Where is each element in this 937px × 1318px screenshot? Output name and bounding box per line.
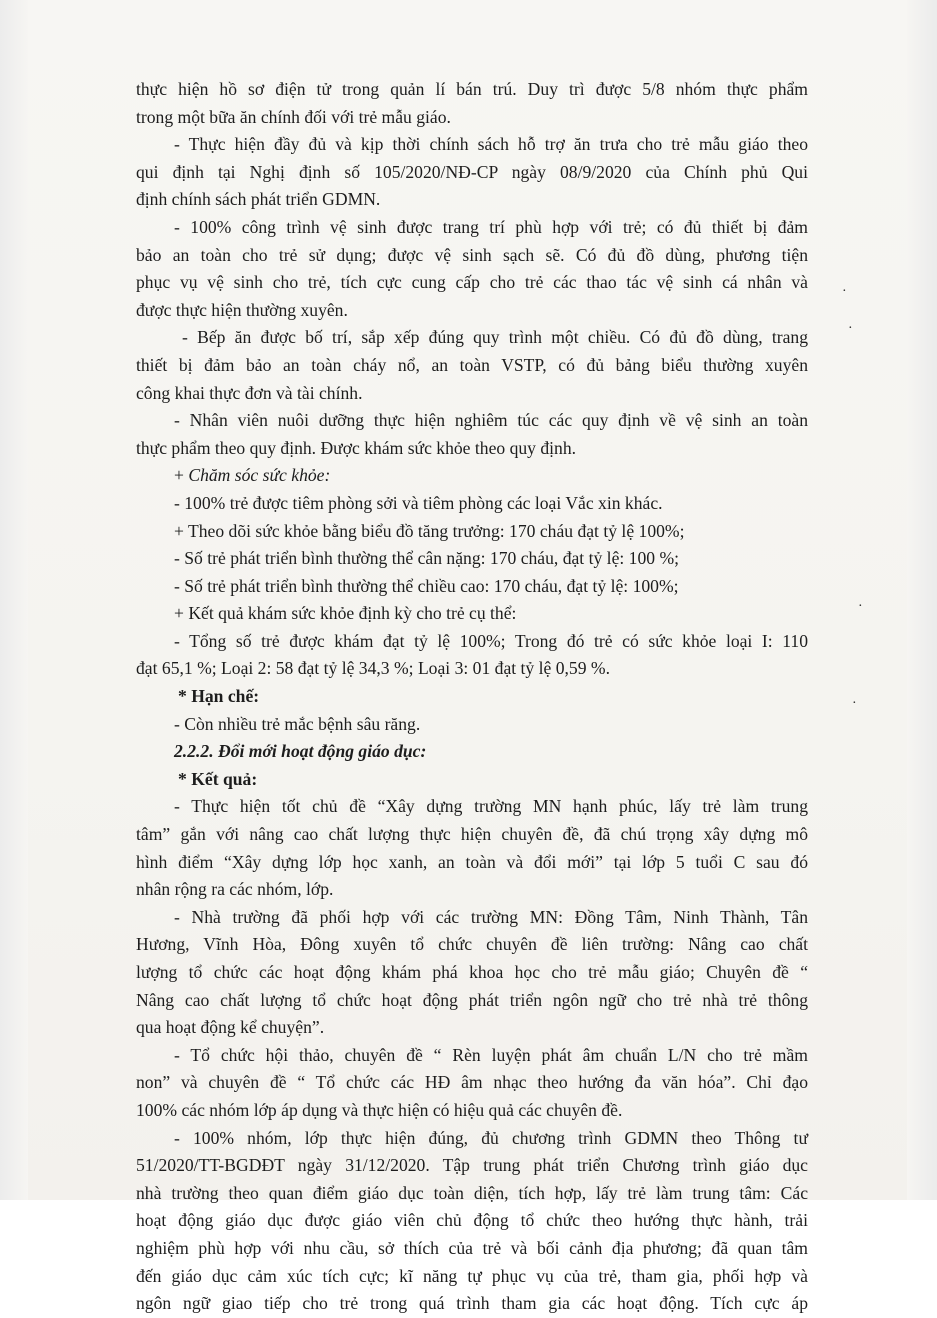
line-text: - 100% công trình vệ sinh được trang trí phù hợp với trẻ; có đủ thiết bị đảm [174,216,808,237]
line-text: - Số trẻ phát triển bình thường thể cân nặng: 170 cháu, đạt tỷ lệ: 100 %; [174,548,679,569]
line-text: - 100% nhóm, lớp thực hiện đúng, đủ chương trình GDMN theo Thông tư [174,1127,808,1148]
line-text: lượng tổ chức các hoạt động khám phá khoa học cho trẻ mẫu giáo; Chuyên đề “ [136,962,808,982]
line-text: - Nhà trường đã phối hợp với các trường MN: Đồng Tâm, Ninh Thành, Tân [174,906,808,927]
line-text: 2.2.2. Đổi mới hoạt động giáo dục: [174,741,427,762]
document-line [136,407,808,435]
line-text: + Theo dõi sức khỏe bằng biểu đồ tăng trưởng: 170 cháu đạt tỷ lệ 100%; [174,520,685,541]
line-text: hình điểm “Xây dựng lớp học xanh, an toàn và đổi mới” tại lớp 5 tuổi C sau đó [136,851,808,872]
document-line [136,987,808,1015]
document-line [136,931,808,959]
line-text: nghiệm phù hợp với nhu cầu, sở thích của trẻ và bối cảnh địa phương; đã quan tâm [136,1237,808,1258]
document-line [136,1207,808,1235]
document-line [136,1263,808,1291]
document-line [136,738,808,766]
line-text: được thực hiện thường xuyên. [136,299,348,320]
line-text: nhân rộng ra các nhóm, lớp. [136,879,334,900]
line-text: 51/2020/TT-BGDĐT ngày 31/12/2020. Tập trung phát triển Chương trình giáo dục [136,1155,808,1176]
line-text: 100% các nhóm lớp áp dụng và thực hiện có hiệu quả các chuyên đề. [136,1099,623,1120]
line-text: - 100% trẻ được tiêm phòng sởi và tiêm phòng các loại Vắc xin khác. [174,492,663,513]
page-left-edge [0,0,28,1200]
document-line [136,711,808,739]
document-line [136,1152,808,1180]
document-line [136,214,808,242]
line-text: - Tổng số trẻ được khám đạt tỷ lệ 100%; Trong đó trẻ có sức khỏe loại I: 110 [174,630,808,651]
line-text: - Số trẻ phát triển bình thường thể chiều cao: 170 cháu, đạt tỷ lệ: 100%; [174,575,679,596]
page-right-edge [907,0,937,1200]
line-text: - Nhân viên nuôi dưỡng thực hiện nghiêm túc các quy định về vệ sinh an toàn [174,410,808,431]
line-text: hoạt động giáo dục được giáo viên chủ động tổ chức theo hướng thực hành, trải [136,1210,808,1231]
line-text: - Thực hiện tốt chủ đề “Xây dựng trường MN hạnh phúc, lấy trẻ làm trung [174,796,808,817]
document-line [136,435,808,463]
line-text: - Còn nhiều trẻ mắc bệnh sâu răng. [174,713,421,734]
document-body [136,76,808,1318]
document-line [136,655,808,683]
line-text: tâm” gắn với nâng cao chất lượng thực hiện chuyên đề, đã chú trọng xây dựng mô [136,824,808,845]
line-text: bảo an toàn cho trẻ sử dụng; được vệ sinh sạch sẽ. Có đủ đồ dùng, phương tiện [136,244,808,265]
document-line [136,297,808,325]
line-text: - Bếp ăn được bố trí, sắp xếp đúng quy trình một chiều. Có đủ đồ dùng, trang [182,327,808,348]
line-text: đạt 65,1 %; Loại 2: 58 đạt tỷ lệ 34,3 %; Loại 3: 01 đạt tỷ lệ 0,59 %. [136,658,610,679]
scan-speck: · [858,599,863,614]
document-line [136,352,808,380]
line-text: ngôn ngữ giao tiếp cho trẻ trong quá trình tham gia các hoạt động. Tích cực áp [136,1293,808,1314]
scan-speck: · [852,696,857,711]
line-text: - Tổ chức hội thảo, chuyên đề “ Rèn luyện phát âm chuẩn L/N cho trẻ mầm [174,1044,808,1065]
line-text: - Thực hiện đầy đủ và kịp thời chính sách hỗ trợ ăn trưa cho trẻ mẫu giáo theo [174,134,808,155]
document-line [136,159,808,187]
document-line [136,849,808,877]
line-text: + Kết quả khám sức khỏe định kỳ cho trẻ cụ thể: [174,603,517,624]
document-line [136,131,808,159]
document-line [136,104,808,132]
document-line [136,600,808,628]
line-italic-text: Chăm sóc sức khỏe: [188,465,331,486]
document-line [136,573,808,601]
document-line [136,1097,808,1125]
line-text: thực phẩm theo quy định. Được khám sức khỏe theo quy định. [136,437,577,458]
document-line [136,1069,808,1097]
line-text: thực hiện hồ sơ điện tử trong quản lí bán trú. Duy trì được 5/8 nhóm thực phẩm [136,79,808,99]
document-line [136,904,808,932]
line-text: định chính sách phát triển GDMN. [136,189,381,210]
document-line [136,545,808,573]
line-text: thiết bị đảm bảo an toàn cháy nổ, an toàn VSTP, có đủ bảng biểu thường xuyên [136,354,808,375]
document-line [136,793,808,821]
scan-speck: · [842,284,847,299]
document-line [136,628,808,656]
document-line [136,1180,808,1208]
scan-speck: · [848,321,853,336]
line-text: nhà trường theo quan điểm giáo dục toàn diện, tích hợp, lấy trẻ làm trung tâm: Các [136,1182,808,1203]
document-line [136,959,808,987]
document-line [136,1235,808,1263]
line-text: qua hoạt động kể chuyện”. [136,1017,325,1038]
document-line [136,186,808,214]
document-line [136,380,808,408]
line-text: Nâng cao chất lượng tổ chức hoạt động phát triển ngôn ngữ cho trẻ nhà trẻ thông [136,989,808,1010]
document-line [136,683,808,711]
line-text: đến giáo dục cảm xúc tích cực; kĩ năng tự phục vụ của trẻ, tham gia, phối hợp và [136,1265,808,1286]
document-line [136,76,808,104]
line-text: + [174,465,189,486]
line-text: phục vụ vệ sinh cho trẻ, tích cực cung cấp cho trẻ các thao tác vệ sinh cá nhân và [136,272,808,293]
document-line [136,324,808,352]
line-text: * Kết quả: [178,768,258,789]
document-line [136,1042,808,1070]
document-line [136,821,808,849]
document-line [136,490,808,518]
document-line [136,876,808,904]
line-text: Hương, Vĩnh Hòa, Đông xuyên tổ chức chuyên đề liên trường: Nâng cao chất [136,934,808,955]
document-line [136,766,808,794]
document-line [136,462,808,490]
line-text: non” và chuyên đề “ Tổ chức các HĐ âm nhạc theo hướng đa văn hóa”. Chỉ đạo [136,1072,808,1093]
document-line [136,1014,808,1042]
document-line [136,1125,808,1153]
document-line [136,242,808,270]
line-text: qui định tại Nghị định số 105/2020/NĐ-CP ngày 08/9/2020 của Chính phủ Qui [136,161,808,182]
line-text: công khai thực đơn và tài chính. [136,382,363,403]
document-line [136,269,808,297]
line-text: * Hạn chế: [178,686,260,707]
line-text: trong một bữa ăn chính đối với trẻ mẫu giáo. [136,106,451,127]
document-line [136,518,808,546]
document-line [136,1290,808,1318]
